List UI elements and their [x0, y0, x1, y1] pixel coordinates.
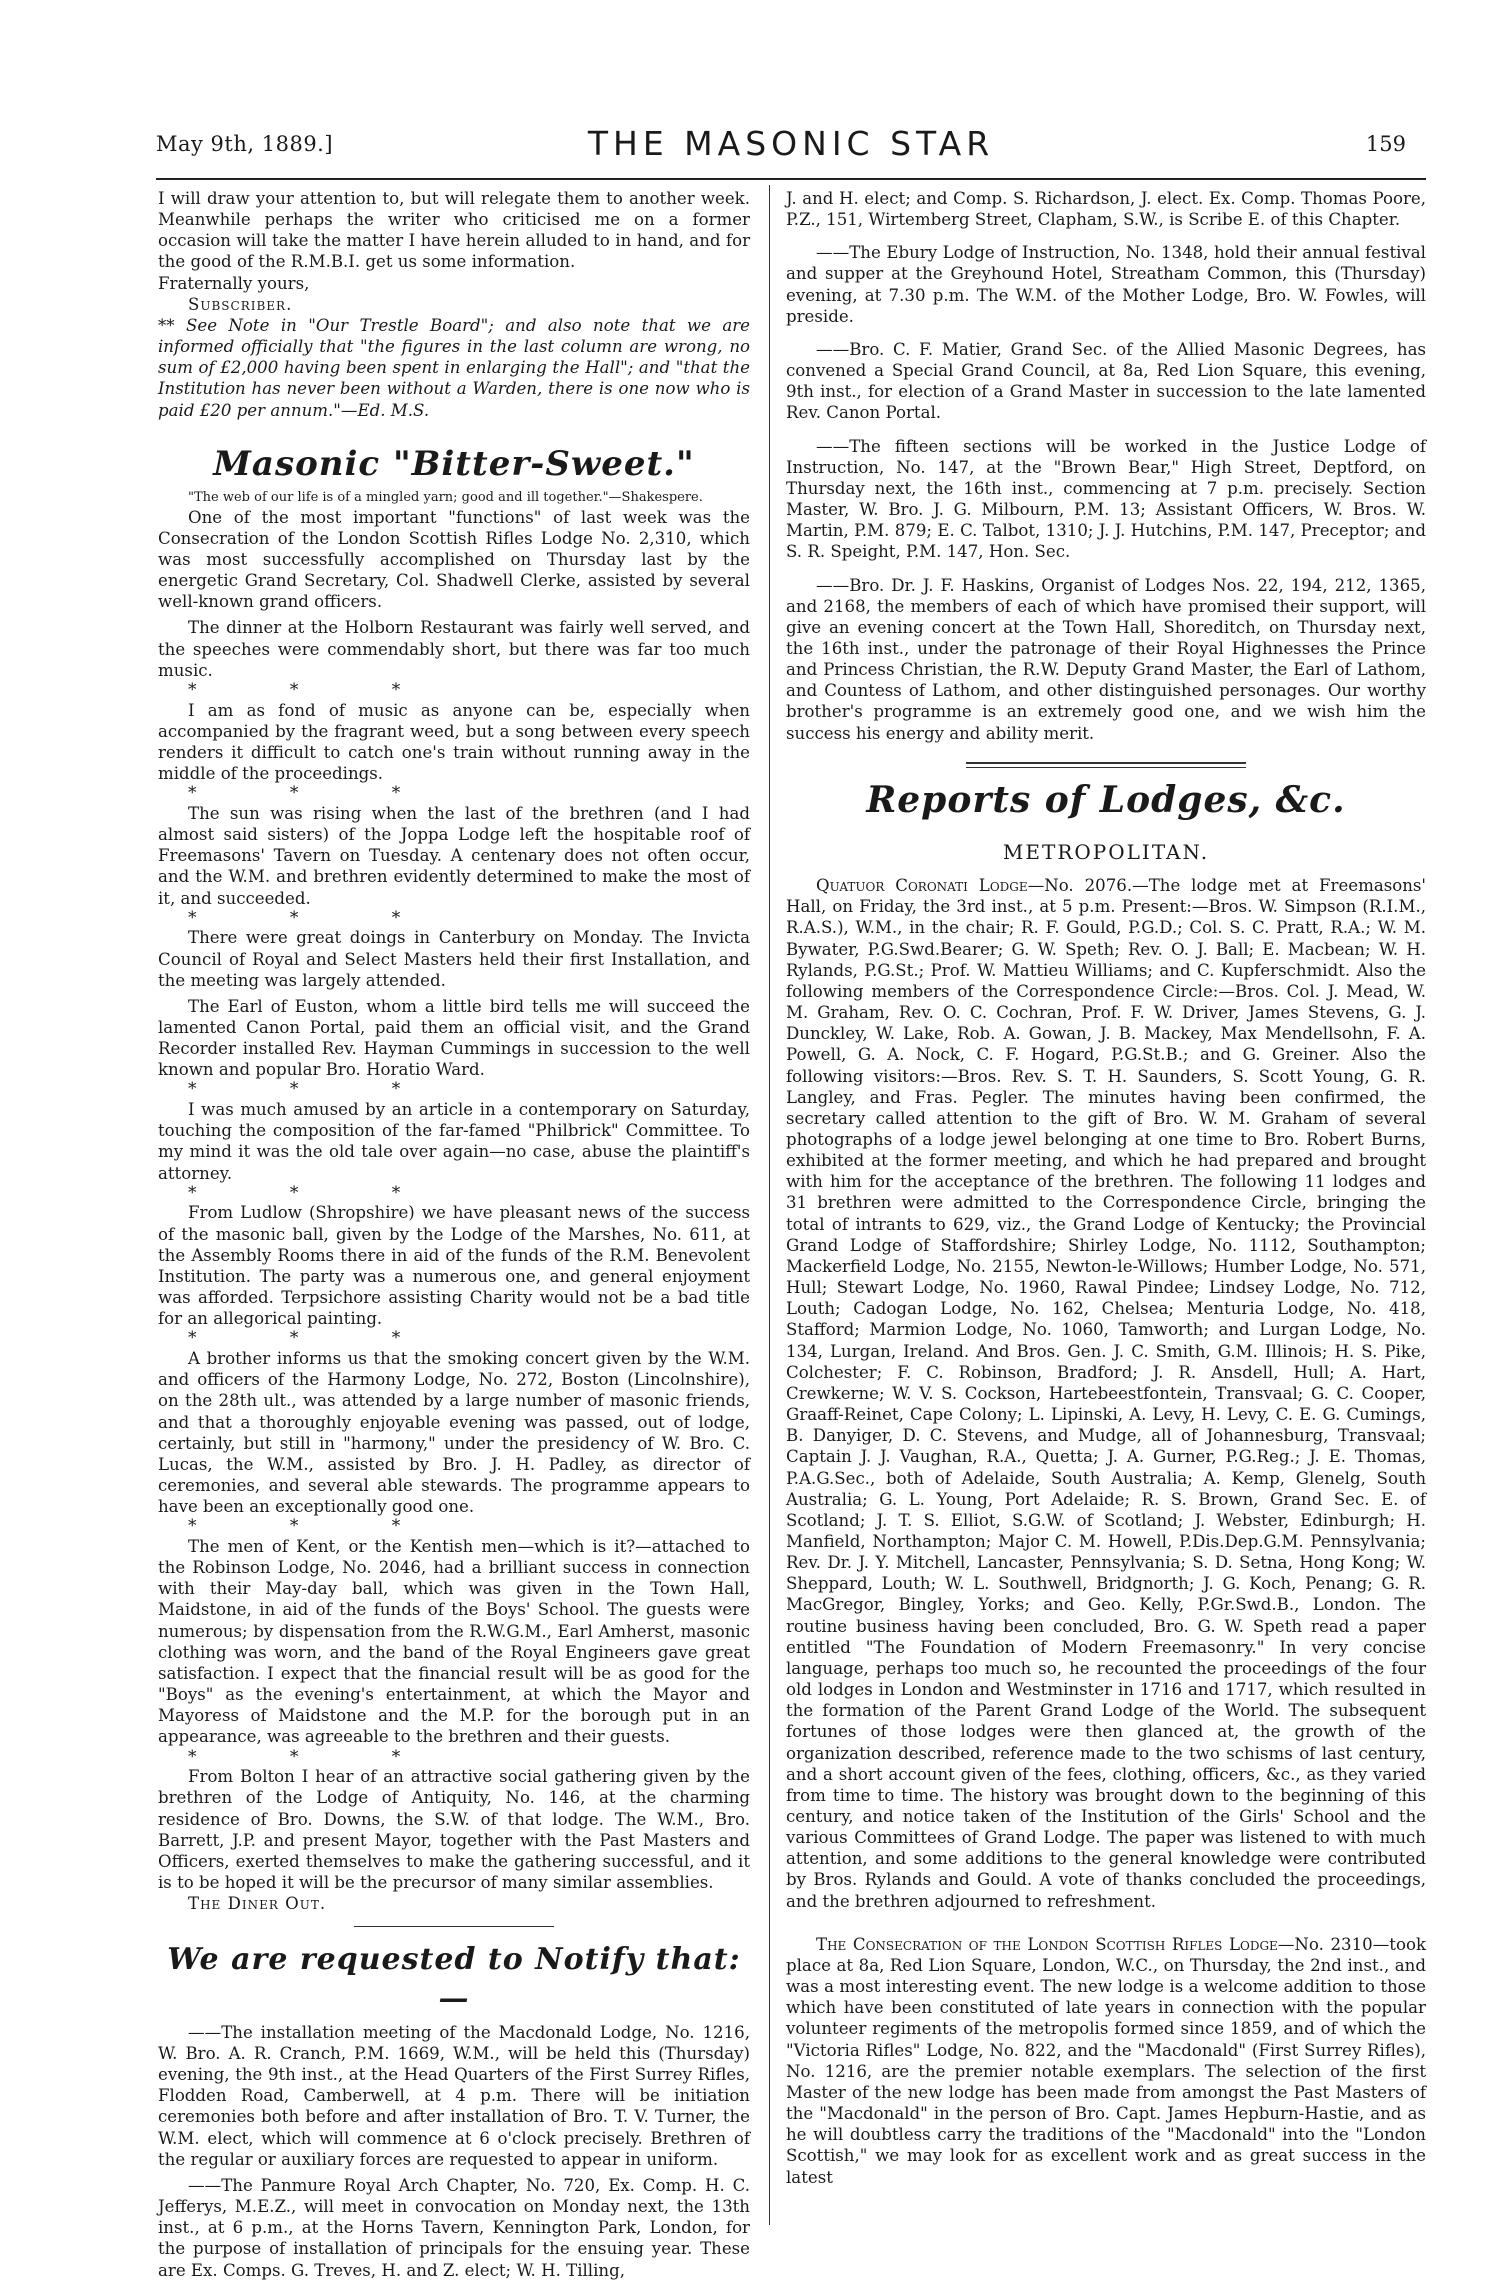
section-rule	[966, 762, 1246, 768]
subsection-metropolitan: METROPOLITAN.	[1002, 839, 1210, 864]
article-paragraph: I was much amused by an article in a contemporary on Saturday, touching the composition of the far-famed "Philbrick" Committee. To my mind it was the old tale over again—no case, abuse the plaintiff's attorney.	[158, 1100, 750, 1183]
separator-stars: * * *	[188, 1516, 445, 1537]
publication-title: THE MASONIC STAR	[587, 124, 995, 163]
notice-paragraph: ——The Ebury Lodge of Instruction, No. 1348, hold their annual festival and supper at the Greyhound Hotel, Streatham Common, this (Thursday) evening, at 7.30 p.m. The W.M. of the Mother Lodge, Bro. W. Fowles, will preside.	[786, 243, 1426, 326]
notice-paragraph: ——The fifteen sections will be worked in the Justice Lodge of Instruction, No. 147, at the "Brown Bear," High Street, Deptford, on Thursday next, the 16th inst., commencing at 7 p.m. precisely. Section Master, W. Bro. J. G. Milbourn, P.M. 13; Assistant Officers, W. Bros. W. Martin, P.M. 879; E. C. Talbot, 1310; J. J. Hutchins, P.M. 147, Preceptor; and S. R. Speight, P.M. 147, Hon. Sec.	[786, 436, 1426, 562]
report-lead: Quatuor Coronati Lodge	[816, 876, 1028, 896]
column-divider	[769, 185, 770, 2225]
notice-paragraph: ——The installation meeting of the Macdonald Lodge, No. 1216, W. Bro. A. R. Cranch, P.M. 1669, W.M., will be held this (Thursday) evening, the 9th inst., at the Head Quarters of the First Surrey Rifles, Flodden Road, Camberwell, at 4 p.m. There will be initiation ceremonies both before and after installation of Bro. T. V. Turner, the W.M. elect, which will commence at 6 o'clock precisely. Brethren of the regular or auxiliary forces are requested to appear in uniform.	[158, 2022, 750, 2169]
article-paragraph: From Ludlow (Shropshire) we have pleasant news of the success of the masonic ball, given by the Lodge of the Marshes, No. 611, at the Assembly Rooms there in aid of the funds of the R.M. Benevolent Institution. The party was a numerous one, and general enjoyment was afforded. Terpsichore assisting Charity would not be a bad title for an allegorical painting.	[158, 1203, 750, 1329]
report-body: —No. 2310—took place at 8a, Red Lion Square, London, W.C., on Thursday, the 2nd inst., and was a most interesting event. The new lodge is a welcome addition to those which have been constituted of late years in connection with the popular volunteer regiments of the metropolis formed since 1859, and of which the "Victoria Rifles" Lodge, No. 822, and the "Macdonald" (First Surrey Rifles), No. 1216, are the premier notable exemplars. The selection of the first Master of the new lodge has been made from amongst the Past Masters of the "Macdonald" in the person of Bro. Capt. James Hepburn-Hastie, and as he will doubtless carry the traditions of the "Macdonald" into the "London Scottish," we may look for as excellent work and as great success in the latest	[786, 1934, 1427, 2187]
letter-signature: Subscriber.	[188, 294, 293, 314]
article-paragraph: I am as fond of music as anyone can be, especially when accompanied by the fragrant weed, but a song between every speech renders it difficult to catch one's train without running away in the middle of the proceedings.	[158, 700, 750, 784]
separator-stars: * * *	[188, 783, 445, 804]
separator-stars: * * *	[188, 907, 445, 928]
article-paragraph: One of the most important "functions" of last week was the Consecration of the London Scottish Rifles Lodge No. 2,310, which was most successfully accomplished on Thursday last by the energetic Grand Secretary, Col. Shadwell Clerke, assisted by several well-known grand officers.	[158, 507, 750, 612]
article-paragraph: The dinner at the Holborn Restaurant was fairly well served, and the speeches were commendably short, but there was far too much music.	[158, 618, 750, 680]
separator-stars: * * *	[188, 679, 445, 700]
right-column	[786, 188, 1426, 2188]
separator-stars: * * *	[188, 1328, 445, 1349]
epigraph: "The web of our life is of a mingled yarn; good and ill together."—Shakespere.	[188, 490, 703, 506]
report-paragraph	[786, 1934, 1426, 2188]
separator-stars: * * *	[188, 1182, 445, 1203]
article-paragraph: From Bolton I hear of an attractive social gathering given by the brethren of the Lodge of Antiquity, No. 146, at the charming residence of Bro. Downs, the S.W. of that lodge. The W.M., Bro. Barrett, J.P. and present Mayor, together with the Past Masters and Officers, exerted themselves to make the gathering successful, and it is to be hoped it will be the precursor of many similar assemblies.	[158, 1767, 750, 1893]
column-signature: The Diner Out.	[188, 1894, 327, 1914]
notice-paragraph: ——Bro. Dr. J. F. Haskins, Organist of Lodges Nos. 22, 194, 212, 1365, and 2168, the members of each of which have promised their support, will give an evening concert at the Town Hall, Shoreditch, on Thursday next, the 16th inst., under the patronage of their Royal Highnesses the Prince and Princess Christian, the R.W. Deputy Grand Master, the Earl of Lathom, and Countess of Lathom, and other distinguished personages. Our worthy brother's programme is an extremely good one, and we wish him the success his energy and ability merit.	[786, 575, 1426, 743]
notice-paragraph: J. and H. elect; and Comp. S. Richardson, J. elect. Ex. Comp. Thomas Poore, P.Z., 151, Wirtemberg Street, Clapham, S.W., is Scribe E. of this Chapter.	[786, 189, 1426, 230]
report-body: —No. 2076.—The lodge met at Freemasons' Hall, on Friday, the 3rd inst., at 5 p.m. Present:—Bros. W. Simpson (R.I.M., R.A.S.), W.M., in the chair; R. F. Gould, P.G.D.; Col. S. C. Pratt, R.A.; W. M. Bywater, P.G.Swd.Bearer; G. W. Speth; Rev. O. J. Ball; E. Macbean; W. H. Rylands, P.G.St.; Prof. W. Mattieu Williams; and C. Kupferschmidt. Also the following members of the Correspondence Circle:—Bros. Col. J. Mead, W. M. Graham, Rev. O. C. Cochran, Prof. F. W. Driver, James Stevens, G. J. Dunckley, W. Lake, Rob. A. Gowan, J. B. Mackey, Max Mendellsohn, F. A. Powell, G. A. Nock, C. F. Hogard, P.G.St.B.; and G. Greiner. Also the following visitors:—Bros. Rev. S. T. H. Saunders, S. Scott Young, G. R. Langley, and Fras. Pegler. The minutes having been confirmed, the secretary called attention to the gift of Bro. W. M. Graham of several photographs of a lodge jewel belonging at one time to Bro. Robert Burns, exhibited at the former meeting, and which he had prepared and brought with him for the acceptance of the brethren. The following 11 lodges and 31 brethren were admitted to the Correspondence Circle, bringing the total of intrants to 629, viz., the Grand Lodge of Kentucky; the Provincial Grand Lodge of Staffordshire; Shirley Lodge, No. 1112, Southampton; Mackerfield Lodge, No. 2155, Newton-le-Willows; Humber Lodge, No. 571, Hull; Stewart Lodge, No. 1960, Rawal Pindee; Lindsey Lodge, No. 712, Louth; Cadogan Lodge, No. 162, Chelsea; Menturia Lodge, No. 418, Stafford; Marmion Lodge, No. 1060, Tamworth; and Lurgan Lodge, No. 134, Lurgan, Ireland. And Bros. Gen. J. C. Smith, G.M. Illinois; H. S. Pike, Colchester; F. C. Robinson, Bradford; J. R. Ansdell, Hull; A. Hart, Crewkerne; W. V. S. Cockson, Hartebeestfontein, Transvaal; G. C. Cooper, Graaff-Reinet, Cape Colony; L. Lipinski, A. Levy, H. Levy, C. E. G. Cumings, B. Danyiger, D. C. Stevens, and Mudge, all of Johannesburg, Transvaal; Captain J. J. Vaughan, R.A., Quetta; J. A. Gurner, P.G.Reg.; J. E. Thomas, P.A.G.Sec., both of Adelaide, South Australia; A. Kemp, Glenelg, South Australia; G. L. Young, Port Adelaide; R. S. Brown, Grand Sec. E. of Scotland; J. T. S. Elliot, S.G.W. of Scotland; J. Webster, Edinburgh; H. Manfield, Northampton; Major C. M. Howell, P.Dis.Dep.G.M. Pennsylvania; Rev. Dr. J. Y. Mitchell, Lancaster, Pennsylvania; S. D. Setna, Hong Kong; W. Sheppard, Louth; W. L. Southwell, Bridgnorth; J. G. Koch, Penang; G. R. MacGregor, Bingley, Yorks; and Geo. Kelly, P.Gr.Swd.B., London. The routine business having been concluded, Bro. G. W. Speth read a paper entitled "The Foundation of Modern Freemasonry." In very concise language, perhaps too much so, he recounted the proceedings of the four old lodges in London and Westminster in 1716 and 1717, which resulted in the formation of the Parent Grand Lodge of the World. The subsequent fortunes of those lodges were then glanced at, the growth of the organization described, reference made to the two schisms of last century, and a short account given of the fees, clothing, officers, &c., as they varied from time to time. The history was brought down to the beginning of this century, and notice taken of the Institution of the Girls' School and the various Committees of Grand Lodge. The paper was listened to with much attention, and some additions to the general knowledge were contributed by Bros. Rylands and Gould. A vote of thanks concluded the proceedings, and the brethren adjourned to refreshment.	[786, 876, 1426, 1911]
letter-intro: I will draw your attention to, but will relegate them to another week. Meanwhile perhaps the writer who criticised me on a former occasion will take the matter I have herein alluded to in hand, and for the good of the R.M.B.I. get us some information.	[158, 189, 750, 272]
report-paragraph	[786, 875, 1426, 1912]
page-number: 159	[1365, 132, 1406, 156]
letter-closing: Fraternally yours,	[158, 273, 310, 293]
separator-stars: * * *	[188, 1079, 445, 1100]
article-paragraph: A brother informs us that the smoking concert given by the W.M. and officers of the Harmony Lodge, No. 272, Boston (Lincolnshire), on the 28th ult., was attended by a large number of masonic friends, and that a thoroughly enjoyable evening was passed, out of lodge, certainly, but still in "harmony," under the presidency of W. Bro. C. Lucas, the W.M., assisted by Bro. J. H. Padley, as director of ceremonies, and several able stewards. The programme appears to have been an exceptionally good one.	[158, 1349, 750, 1517]
notice-paragraph: ——The Panmure Royal Arch Chapter, No. 720, Ex. Comp. H. C. Jefferys, M.E.Z., will meet in convocation on Monday next, the 13th inst., at 6 p.m., at the Horns Tavern, Kennington Park, London, for the purpose of installation of principals for the ensuing year. These are Ex. Comps. G. Treves, H. and Z. elect; W. H. Tilling,	[158, 2175, 750, 2280]
notice-paragraph: ——Bro. C. F. Matier, Grand Sec. of the Allied Masonic Degrees, has convened a Special Grand Council, at 8a, Red Lion Square, this evening, 9th inst., for election of a Grand Master in succession to the late lamented Rev. Canon Portal.	[786, 339, 1426, 423]
section-title-reports: Reports of Lodges, &c.	[866, 778, 1346, 821]
report-lead: The Consecration of the London Scottish Rifles Lodge	[816, 1934, 1278, 1954]
section-rule	[354, 1926, 554, 1927]
section-title-bitter-sweet: Masonic "Bitter-Sweet."	[213, 443, 695, 484]
section-title-notify: We are requested to Notify that:—	[167, 1942, 741, 2016]
article-paragraph: There were great doings in Canterbury on Monday. The Invicta Council of Royal and Select Masters held their first Installation, and the meeting was largely attended.	[158, 928, 750, 990]
issue-date: May 9th, 1889.]	[156, 132, 334, 156]
left-column	[158, 188, 750, 2281]
article-paragraph: The men of Kent, or the Kentish men—which is it?—attached to the Robinson Lodge, No. 2046, had a brilliant success in connection with their May-day ball, which was given in the Town Hall, Maidstone, in aid of the funds of the Boys' School. The guests were numerous; by dispensation from the R.W.G.M., Earl Amherst, masonic clothing was worn, and the band of the Royal Engineers gave great satisfaction. I expect that the financial result will be as good for the "Boys" as the evening's entertainment, at which the Mayor and Mayoress of Maidstone and the M.P. for the borough put in an appearance, was agreeable to the brethren and their guests.	[158, 1537, 750, 1747]
separator-stars: * * *	[188, 1746, 445, 1767]
masthead	[156, 118, 1426, 180]
article-paragraph: The sun was rising when the last of the brethren (and I had almost said sisters) of the Joppa Lodge left the hospitable roof of Freemasons' Tavern on Tuesday. A centenary does not often occur, and the W.M. and brethren evidently determined to make the most of it, and succeeded.	[158, 803, 750, 908]
editor-note: ** See Note in "Our Trestle Board"; and also note that we are informed officially that "the figures in the last column are wrong, no sum of £2,000 having been spent in enlarging the Hall"; and "that the Institution has never been without a Warden, there is one now who is paid £20 per annum."—Ed. M.S.	[158, 315, 750, 420]
article-paragraph: The Earl of Euston, whom a little bird tells me will succeed the lamented Canon Portal, paid them an official visit, and the Grand Recorder installed Rev. Hayman Cummings in succession to the well known and popular Bro. Horatio Ward.	[158, 996, 750, 1080]
